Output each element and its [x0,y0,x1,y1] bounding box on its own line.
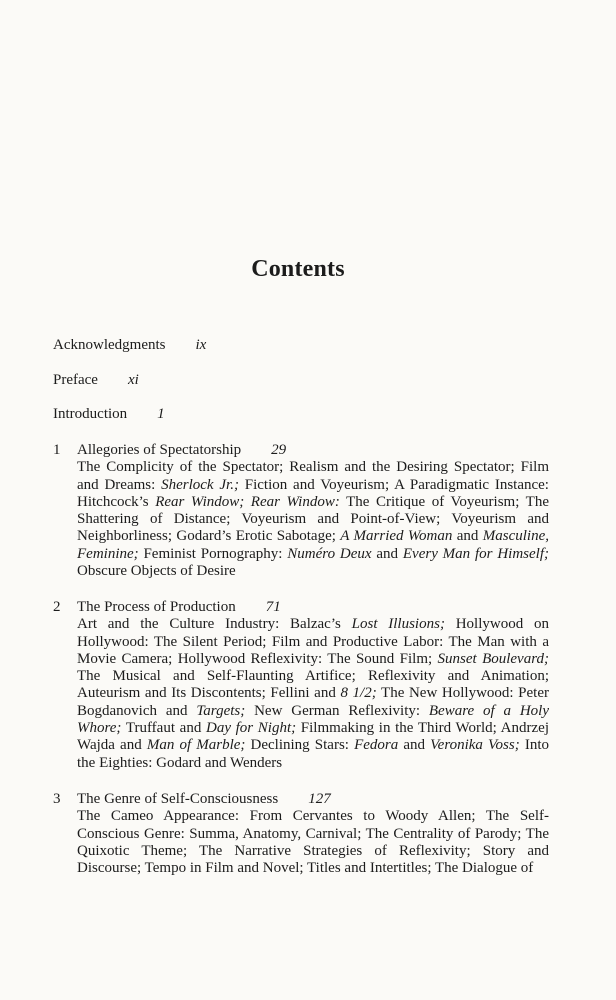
description-text: and [398,737,431,754]
italic-title-text: Rear Window; Rear Window: [155,493,340,510]
chapter-page-number: 127 [308,791,331,807]
chapter-description [77,459,549,580]
italic-title-text: Beware of a Holy Whore; [77,702,549,737]
description-text: and [452,528,483,545]
italic-title-text: Masculine, Feminine; [77,528,549,562]
entry-page-number: ix [195,337,207,353]
description-text: Obscure Objects of Desire [77,563,236,580]
description-text: and [371,545,403,562]
chapter-number: 2 [53,599,61,615]
chapter-page-number: 29 [271,442,287,458]
front-matter-entry [53,405,165,423]
page-title: Contents [251,256,345,282]
chapter-entry [53,599,549,772]
chapter-entry [53,791,549,877]
italic-title-text: 8 1/2; [340,685,377,702]
chapter-title: The Genre of Self-Consciousness [77,791,279,807]
chapter-number: 1 [53,442,61,458]
entry-page-number: 1 [157,406,165,422]
entry-label: Introduction [53,406,128,422]
description-text: Art and the Culture Industry: Balzac’s [77,616,352,633]
description-text: New German Reflexivity: [245,702,429,719]
chapter-heading [53,442,549,459]
chapter-description [77,808,549,877]
description-text: Hollywood on Hollywood: The Silent Period; Film and Productive Labor: The Man with a Movie Camera; Hollywood Reflexivity: The Sound Film; [77,616,549,667]
italic-title-text: Man of Marble; [146,737,246,754]
chapter-title: Allegories of Spectatorship [77,442,242,458]
description-text: The Musical and Self-Flaunting Artifice; Reflexivity and Animation; Auteurism and Its Discontents; Fellini and [77,668,549,702]
description-text: Feminist Pornography: [138,545,288,562]
italic-title-text: Veronika Voss; [430,737,520,754]
description-text: Fiction and Voyeurism; A Paradigmatic Instance: Hitchcock’s [77,476,549,510]
italic-title-text: Sunset Boulevard; [437,650,549,667]
entry-label: Acknowledgments [53,337,166,353]
chapter-title: The Process of Production [77,599,236,615]
italic-title-text: Numéro Deux [287,545,372,562]
italic-title-text: Targets; [196,702,246,719]
description-text: Into the Eighties: Godard and Wenders [77,737,549,771]
italic-title-text: Day for Night; [205,720,297,737]
description-text: The Critique of Voyeurism; The Shattering of Distance; Voyeurism and Point-of-View; Voyeurism and Neighborliness; Godard’s Erotic Sabotage; [77,493,549,545]
description-text: The New Hollywood: Peter Bogdanovich and [77,685,549,719]
front-matter-entry [53,371,139,389]
description-text: The Complicity of the Spectator; Realism and the Desiring Spectator; Film and Dreams: [77,459,549,493]
italic-title-text: Sherlock Jr.; [161,476,239,493]
italic-title-text: Every Man for Himself; [402,545,549,562]
chapter-description [77,616,549,772]
chapter-entry [53,442,549,580]
chapter-heading [53,791,549,808]
description-text: The Cameo Appearance: From Cervantes to Woody Allen; The Self-Conscious Genre: Summa, Anatomy, Carnival; The Centrality of Parody; The Quixotic Theme; The Narrative Strategies of Reflexivity; Story and Discourse; Tempo in Film and Novel; Titles and Intertitles; The Dialogue of [77,808,549,877]
italic-title-text: Fedora [354,737,399,754]
description-text: Filmmaking in the Third World; Andrzej Wajda and [77,720,549,754]
front-matter-entry [53,336,206,354]
entry-label: Preface [53,372,98,388]
chapter-page-number: 71 [265,599,281,615]
chapter-heading [53,599,549,616]
chapter-number: 3 [53,791,61,807]
italic-title-text: Lost Illusions; [351,616,445,633]
description-text: Truffaut and [121,720,206,737]
description-text: Declining Stars: [245,737,355,754]
italic-title-text: A Married Woman [340,528,453,545]
entry-page-number: xi [127,372,139,388]
